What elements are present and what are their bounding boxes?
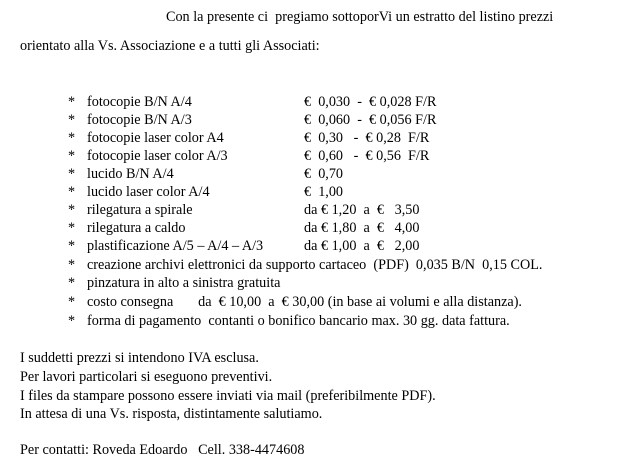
- bullet-symbol: *: [68, 294, 76, 310]
- item-price: € 0,060 - € 0,056 F/R: [304, 112, 437, 128]
- list-item: [0, 183, 634, 201]
- closing-line-1: I suddetti prezzi si intendono IVA esclusa.: [20, 350, 259, 366]
- intro-line-1: Con la presente ci pregiamo sottoporVi un estratto del listino prezzi: [166, 9, 554, 25]
- item-price: € 0,70: [304, 166, 344, 182]
- list-item: [0, 237, 634, 255]
- bullet-symbol: *: [68, 275, 76, 291]
- item-label: fotocopie laser color A/3: [87, 148, 228, 164]
- item-price: da € 1,80 a € 4,00: [304, 220, 420, 236]
- list-item: [0, 93, 634, 111]
- bullet-symbol: *: [68, 220, 76, 236]
- list-item: [0, 219, 634, 237]
- list-item: [0, 147, 634, 165]
- list-item: [0, 165, 634, 183]
- item-price: da € 1,20 a € 3,50: [304, 202, 420, 218]
- item-label: lucido B/N A/4: [87, 166, 174, 182]
- closing-line-4: In attesa di una Vs. risposta, distintamente salutiamo.: [20, 406, 323, 422]
- list-item: [0, 201, 634, 219]
- list-item: [0, 256, 634, 274]
- contact-line: Per contatti: Roveda Edoardo Cell. 338-4474608: [20, 442, 305, 458]
- bullet-symbol: *: [68, 257, 76, 273]
- item-label: fotocopie laser color A4: [87, 130, 224, 146]
- item-label: lucido laser color A/4: [87, 184, 210, 200]
- bullet-symbol: *: [68, 130, 76, 146]
- item-label: pinzatura in alto a sinistra gratuita: [87, 275, 281, 291]
- bullet-symbol: *: [68, 238, 76, 254]
- bullet-symbol: *: [68, 94, 76, 110]
- list-item: [0, 111, 634, 129]
- item-price: € 0,60 - € 0,56 F/R: [304, 148, 430, 164]
- item-label: rilegatura a caldo: [87, 220, 186, 236]
- closing-line-2: Per lavori particolari si eseguono preventivi.: [20, 369, 273, 385]
- item-label: creazione archivi elettronici da supporto cartaceo (PDF) 0,035 B/N 0,15 COL.: [87, 257, 543, 273]
- bullet-symbol: *: [68, 202, 76, 218]
- item-label: rilegatura a spirale: [87, 202, 193, 218]
- item-label: fotocopie B/N A/4: [87, 94, 192, 110]
- item-label: plastificazione A/5 – A/4 – A/3: [87, 238, 264, 254]
- list-item: [0, 312, 634, 330]
- item-price: da € 1,00 a € 2,00: [304, 238, 420, 254]
- bullet-symbol: *: [68, 184, 76, 200]
- list-item: [0, 274, 634, 292]
- list-item: [0, 293, 634, 311]
- item-label: forma di pagamento contanti o bonifico bancario max. 30 gg. data fattura.: [87, 313, 510, 329]
- item-price: € 0,030 - € 0,028 F/R: [304, 94, 437, 110]
- bullet-symbol: *: [68, 166, 76, 182]
- item-label: costo consegna da € 10,00 a € 30,00 (in base ai volumi e alla distanza).: [87, 294, 522, 310]
- item-label: fotocopie B/N A/3: [87, 112, 192, 128]
- bullet-symbol: *: [68, 148, 76, 164]
- intro-line-2: orientato alla Vs. Associazione e a tutti gli Associati:: [20, 38, 320, 54]
- item-price: € 1,00: [304, 184, 344, 200]
- bullet-symbol: *: [68, 112, 76, 128]
- item-price: € 0,30 - € 0,28 F/R: [304, 130, 430, 146]
- bullet-symbol: *: [68, 313, 76, 329]
- closing-line-3: I files da stampare possono essere inviati via mail (preferibilmente PDF).: [20, 388, 436, 404]
- list-item: [0, 129, 634, 147]
